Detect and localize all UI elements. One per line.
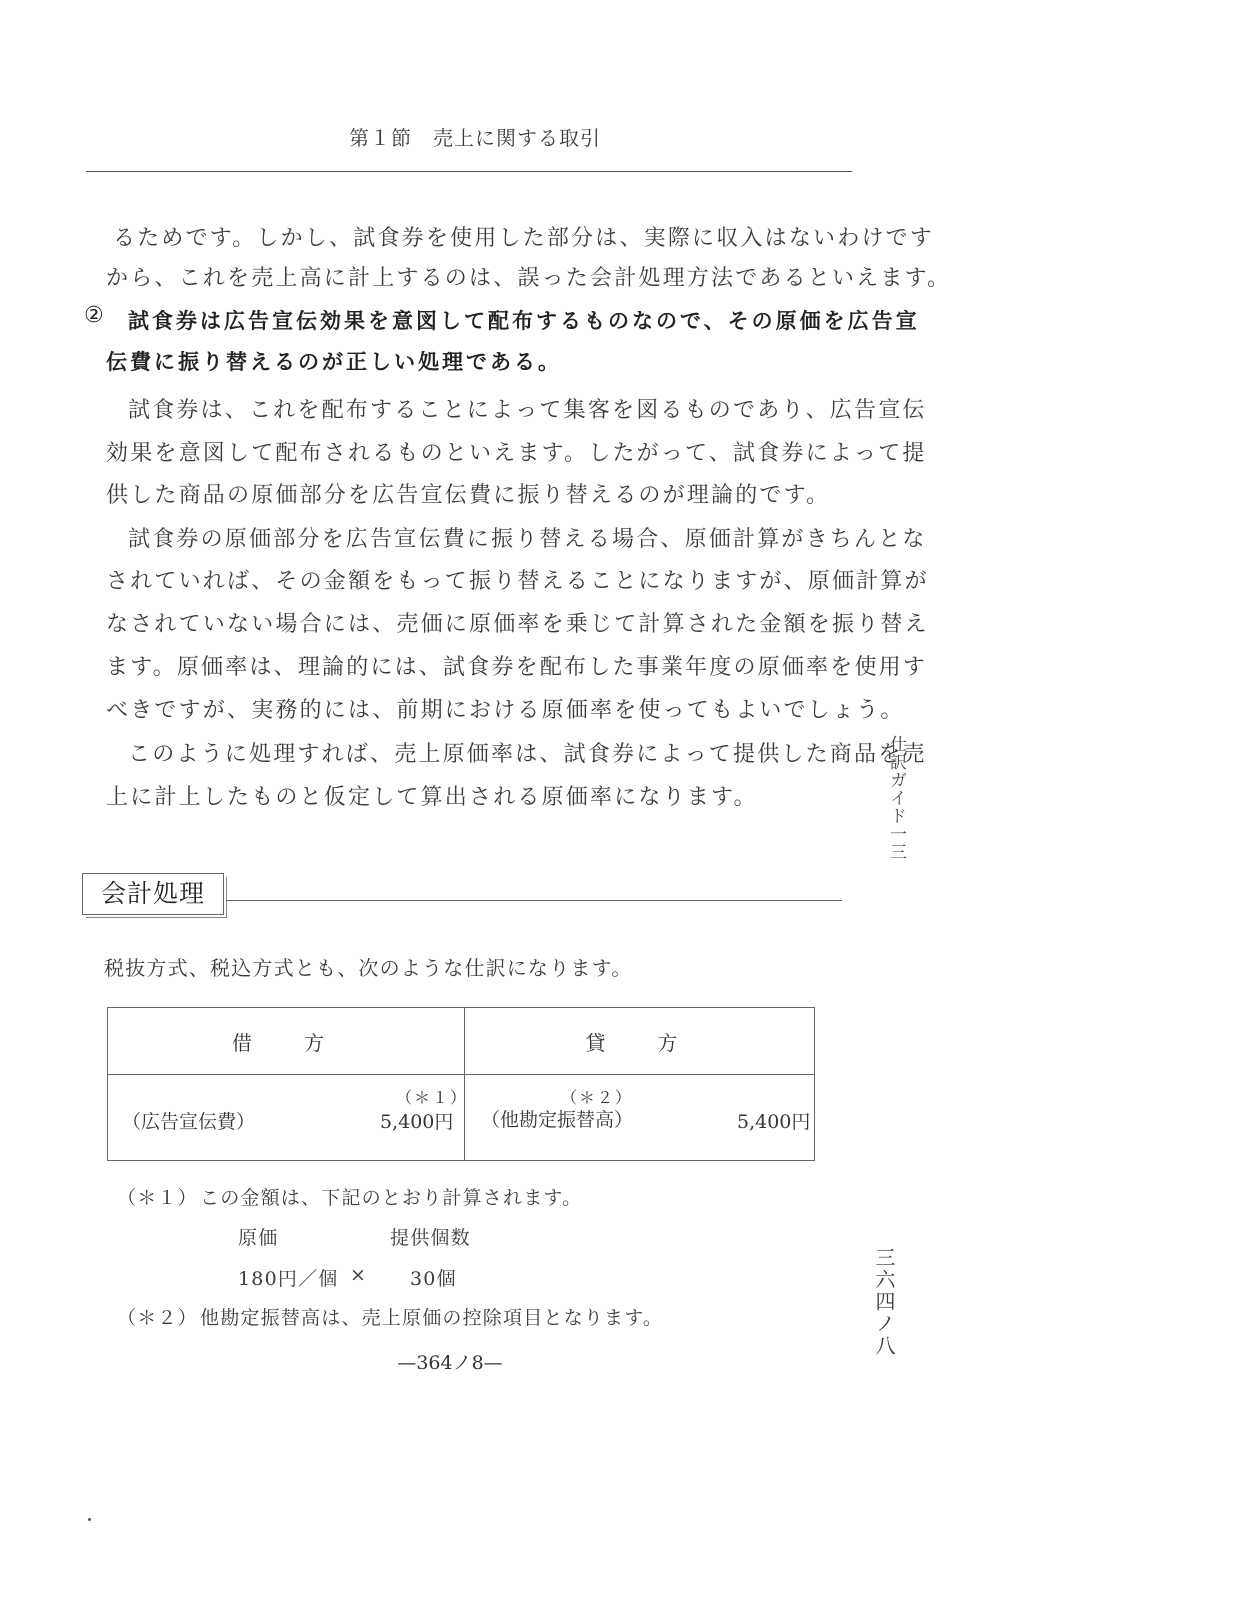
section-intro: 税抜方式、税込方式とも、次のような仕訳になります。	[104, 956, 633, 980]
body-line: べきですが、実務的には、前期における原価率を使ってもよいでしょう。	[106, 698, 905, 723]
body-line: 効果を意図して配布されるものといえます。したがって、試食券によって提	[106, 441, 927, 466]
body-line: るためです。しかし、試食券を使用した部分は、実際に収入はないわけです	[113, 226, 935, 251]
section-heading: 第１節 売上に関する取引	[349, 126, 601, 150]
calc-value: 180円／個	[238, 1268, 339, 1290]
calc-value: 30個	[410, 1268, 457, 1290]
margin-page-number: 三六四ノ八	[872, 1247, 896, 1357]
body-line: 試食券は、これを配布することによって集客を図るものであり、広告宣伝	[128, 398, 927, 423]
calc-label: 提供個数	[390, 1227, 471, 1249]
section-title: 会計処理	[82, 873, 224, 915]
credit-account: （他勘定振替高）	[481, 1109, 634, 1131]
note-text: 他勘定振替高は、売上原価の控除項目となります。	[200, 1307, 664, 1329]
side-label: 仕訳ガイド一三	[886, 735, 906, 861]
header-rule	[86, 171, 852, 172]
calc-operator: ×	[350, 1264, 368, 1286]
debit-account: （広告宣伝費）	[122, 1111, 256, 1133]
emphasis-line: 試食券は広告宣伝効果を意図して配布するものなので、その原価を広告宣	[128, 309, 920, 333]
credit-header: 貸 方	[465, 1008, 815, 1075]
credit-amount: 5,400円	[737, 1111, 811, 1133]
body-line: 試食券の原価部分を広告宣伝費に振り替える場合、原価計算がきちんとな	[128, 527, 927, 552]
credit-cell	[465, 1075, 815, 1161]
body-line: 供した商品の原価部分を広告宣伝費に振り替えるのが理論的です。	[106, 483, 831, 508]
debit-header: 借 方	[108, 1008, 465, 1075]
body-line: このように処理すれば、売上原価率は、試食券によって提供した商品を売	[128, 742, 927, 767]
body-line: されていれば、その金額をもって振り替えることになりますが、原価計算が	[106, 569, 929, 594]
body-line: ます。原価率は、理論的には、試食券を配布した事業年度の原価率を使用す	[106, 655, 928, 680]
body-line: から、これを売上高に計上するのは、誤った会計処理方法であるといえます。	[106, 266, 952, 291]
note-mark: （＊１）	[117, 1187, 198, 1209]
credit-note-mark: （＊２）	[561, 1088, 634, 1107]
journal-entry-table	[107, 1007, 815, 1161]
debit-amount: 5,400円	[380, 1111, 454, 1133]
emphasis-line: 伝費に振り替えるのが正しい処理である。	[106, 350, 562, 374]
page-number: —364ノ8—	[397, 1352, 503, 1374]
section-rule	[226, 900, 842, 901]
debit-note-mark: （＊１）	[396, 1088, 469, 1107]
body-line: 上に計上したものと仮定して算出される原価率になります。	[106, 785, 758, 810]
body-line: なされていない場合には、売価に原価率を乗じて計算された金額を振り替え	[106, 612, 929, 637]
item-marker: ②	[84, 303, 104, 328]
calc-label: 原価	[238, 1227, 279, 1249]
debit-cell	[108, 1075, 469, 1161]
note-text: この金額は、下記のとおり計算されます。	[200, 1187, 583, 1209]
scan-speck	[88, 1518, 91, 1521]
note-mark: （＊２）	[117, 1307, 198, 1329]
